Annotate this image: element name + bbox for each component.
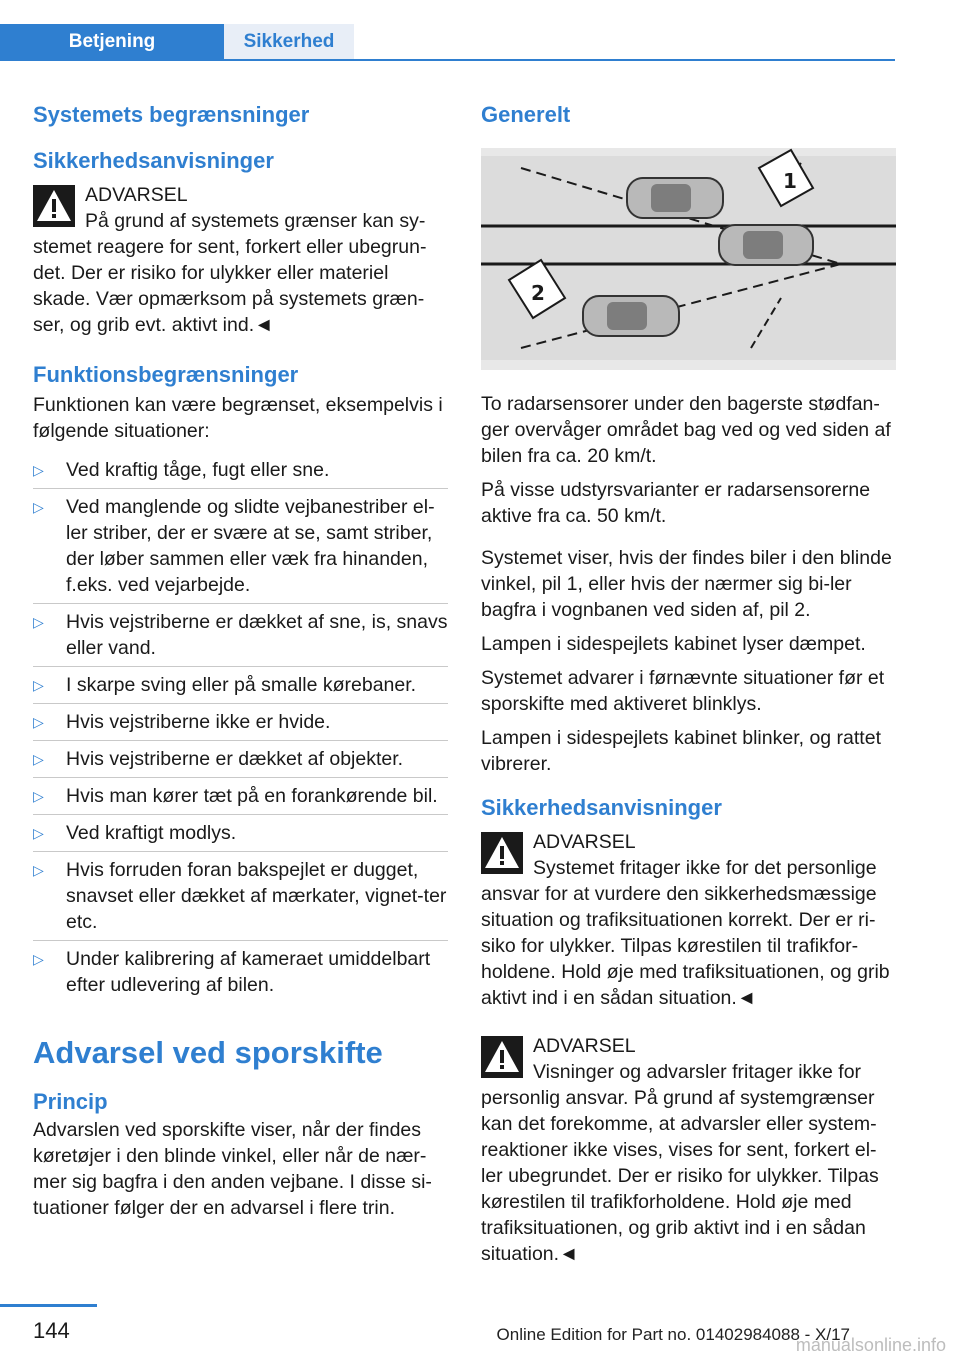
list-item: ▷ I skarpe sving eller på smalle kørebaner. xyxy=(33,667,448,704)
car-icon xyxy=(627,178,723,218)
heading-system-limits: Systemets begrænsninger xyxy=(33,102,310,127)
warning-title: ADVARSEL xyxy=(533,1035,636,1057)
warning-icon xyxy=(33,185,75,227)
triangle-bullet-icon: ▷ xyxy=(33,677,44,693)
footer-rule xyxy=(0,1304,97,1307)
paragraph: På visse udstyrsvarianter er radarsensorerne aktive fra ca. 50 km/t. xyxy=(481,479,871,527)
edition-text: Online Edition for Part no. 01402984088 - X/17 xyxy=(496,1325,850,1344)
right-column xyxy=(481,100,896,1289)
heading-general: Generelt xyxy=(481,102,571,127)
heading-function-limits: Funktionsbegrænsninger xyxy=(33,362,299,387)
warning-icon xyxy=(481,832,523,874)
warning-text: Systemet fritager ikke for det personlige ansvar for at vurdere den sikkerhedsmæssige situation og trafiksituationen korrekt. Der er ri-siko for ulykker. Tilpas kørestilen til trafikfor-holdene. Hold øje med trafiksituationen, og grib aktivt ind i en sådan situation.◄ xyxy=(481,857,890,1009)
list-item: ▷ Ved kraftig tåge, fugt eller sne. xyxy=(33,452,448,489)
triangle-bullet-icon: ▷ xyxy=(33,499,44,515)
tab-sikkerhed[interactable]: Sikkerhed xyxy=(224,24,354,60)
list-item: ▷ Hvis vejstriberne ikke er hvide. xyxy=(33,704,448,741)
tab-betjening[interactable]: Betjening xyxy=(0,24,224,60)
paragraph: Lampen i sidespejlets kabinet blinker, og rattet vibrerer. xyxy=(481,727,881,775)
warning-text: På grund af systemets grænser kan sy-stemet reagere for sent, forkert eller ubegrun-det. Der er risiko for ulykker eller materiel skade. Vær opmærksom på systemets græn-ser, og grib evt. aktivt ind.◄ xyxy=(33,210,427,336)
heading-principle: Princip xyxy=(33,1089,108,1114)
paragraph: Systemet advarer i førnævnte situationer før et sporskifte med aktiveret blinklys. xyxy=(481,667,885,715)
list-item: ▷ Under kalibrering af kameraet umiddelbart efter udlevering af bilen. xyxy=(33,948,431,996)
list-item: ▷ Hvis vejstriberne er dækket af objekter. xyxy=(33,741,448,778)
triangle-bullet-icon: ▷ xyxy=(33,825,44,841)
warning-box xyxy=(481,829,896,1011)
watermark: manualsonline.info xyxy=(795,1335,946,1355)
arrow-2-label: 2 xyxy=(531,281,545,305)
heading-safety-notes-right: Sikkerhedsanvisninger xyxy=(481,795,722,820)
warning-box xyxy=(481,1033,896,1267)
heading-lane-change-warning: Advarsel ved sporskifte xyxy=(33,1035,383,1070)
arrow-1-label: 1 xyxy=(783,169,797,193)
triangle-bullet-icon: ▷ xyxy=(33,714,44,730)
header-bar xyxy=(0,0,895,62)
paragraph: Systemet viser, hvis der findes biler i den blinde vinkel, pil 1, eller hvis der nærmer sig bi-ler bagfra i vognbanen ved siden af, pil 2. xyxy=(481,547,892,621)
list-item: ▷ Ved kraftigt modlys. xyxy=(33,815,448,852)
warning-icon xyxy=(481,1036,523,1078)
triangle-bullet-icon: ▷ xyxy=(33,751,44,767)
warning-title: ADVARSEL xyxy=(85,184,188,206)
limitation-list xyxy=(33,452,448,1003)
list-item: ▷ Hvis vejstriberne er dækket af sne, is, snavs eller vand. xyxy=(33,604,448,667)
warning-box xyxy=(33,182,448,338)
paragraph: Lampen i sidespejlets kabinet lyser dæmpet. xyxy=(481,633,866,655)
principle-text: Advarslen ved sporskifte viser, når der findes køretøjer i den blinde vinkel, eller når de nær-mer sig bagfra i den anden vejbane. I disse si-tuationer følger der en advarsel i flere trin. xyxy=(33,1119,432,1219)
function-intro: Funktionen kan være begrænset, eksempelvis i følgende situationer: xyxy=(33,394,443,442)
car-icon xyxy=(583,296,679,336)
list-item: ▷ Hvis forruden foran bakspejlet er dugget, snavset eller dækket af mærkater, vignet-ter etc. xyxy=(33,852,448,941)
lane-diagram xyxy=(481,148,896,370)
warning-text: Visninger og advarsler fritager ikke for personlig ansvar. På grund af systemgrænser kan det forekomme, at advarsler eller system-reaktioner ikke vises, vises for sent, forkert el-ler ubegrundet. Der er risiko for ulykker. Tilpas kørestilen til trafikforholdene. Hold øje med trafiksituationen, og grib aktivt ind i en sådan situation.◄ xyxy=(481,1061,879,1265)
triangle-bullet-icon: ▷ xyxy=(33,862,44,878)
triangle-bullet-icon: ▷ xyxy=(33,951,44,967)
car-icon xyxy=(719,225,813,265)
header-rule xyxy=(0,59,895,61)
triangle-bullet-icon: ▷ xyxy=(33,788,44,804)
triangle-bullet-icon: ▷ xyxy=(33,614,44,630)
page-number: 144 xyxy=(33,1318,70,1343)
triangle-bullet-icon: ▷ xyxy=(33,462,44,478)
paragraph: To radarsensorer under den bagerste stødfan-ger overvåger området bag ved og ved siden af bilen fra ca. 20 km/t. xyxy=(481,393,891,467)
heading-safety-notes: Sikkerhedsanvisninger xyxy=(33,148,274,173)
left-column xyxy=(33,100,448,1229)
warning-title: ADVARSEL xyxy=(533,831,636,853)
list-item: ▷ Ved manglende og slidte vejbanestriber el-ler striber, der er svære at se, samt striber, der løber sammen eller væk fra hinanden, f.eks. ved vejarbejde. xyxy=(33,489,448,604)
list-item: ▷ Hvis man kører tæt på en forankørende bil. xyxy=(33,778,448,815)
